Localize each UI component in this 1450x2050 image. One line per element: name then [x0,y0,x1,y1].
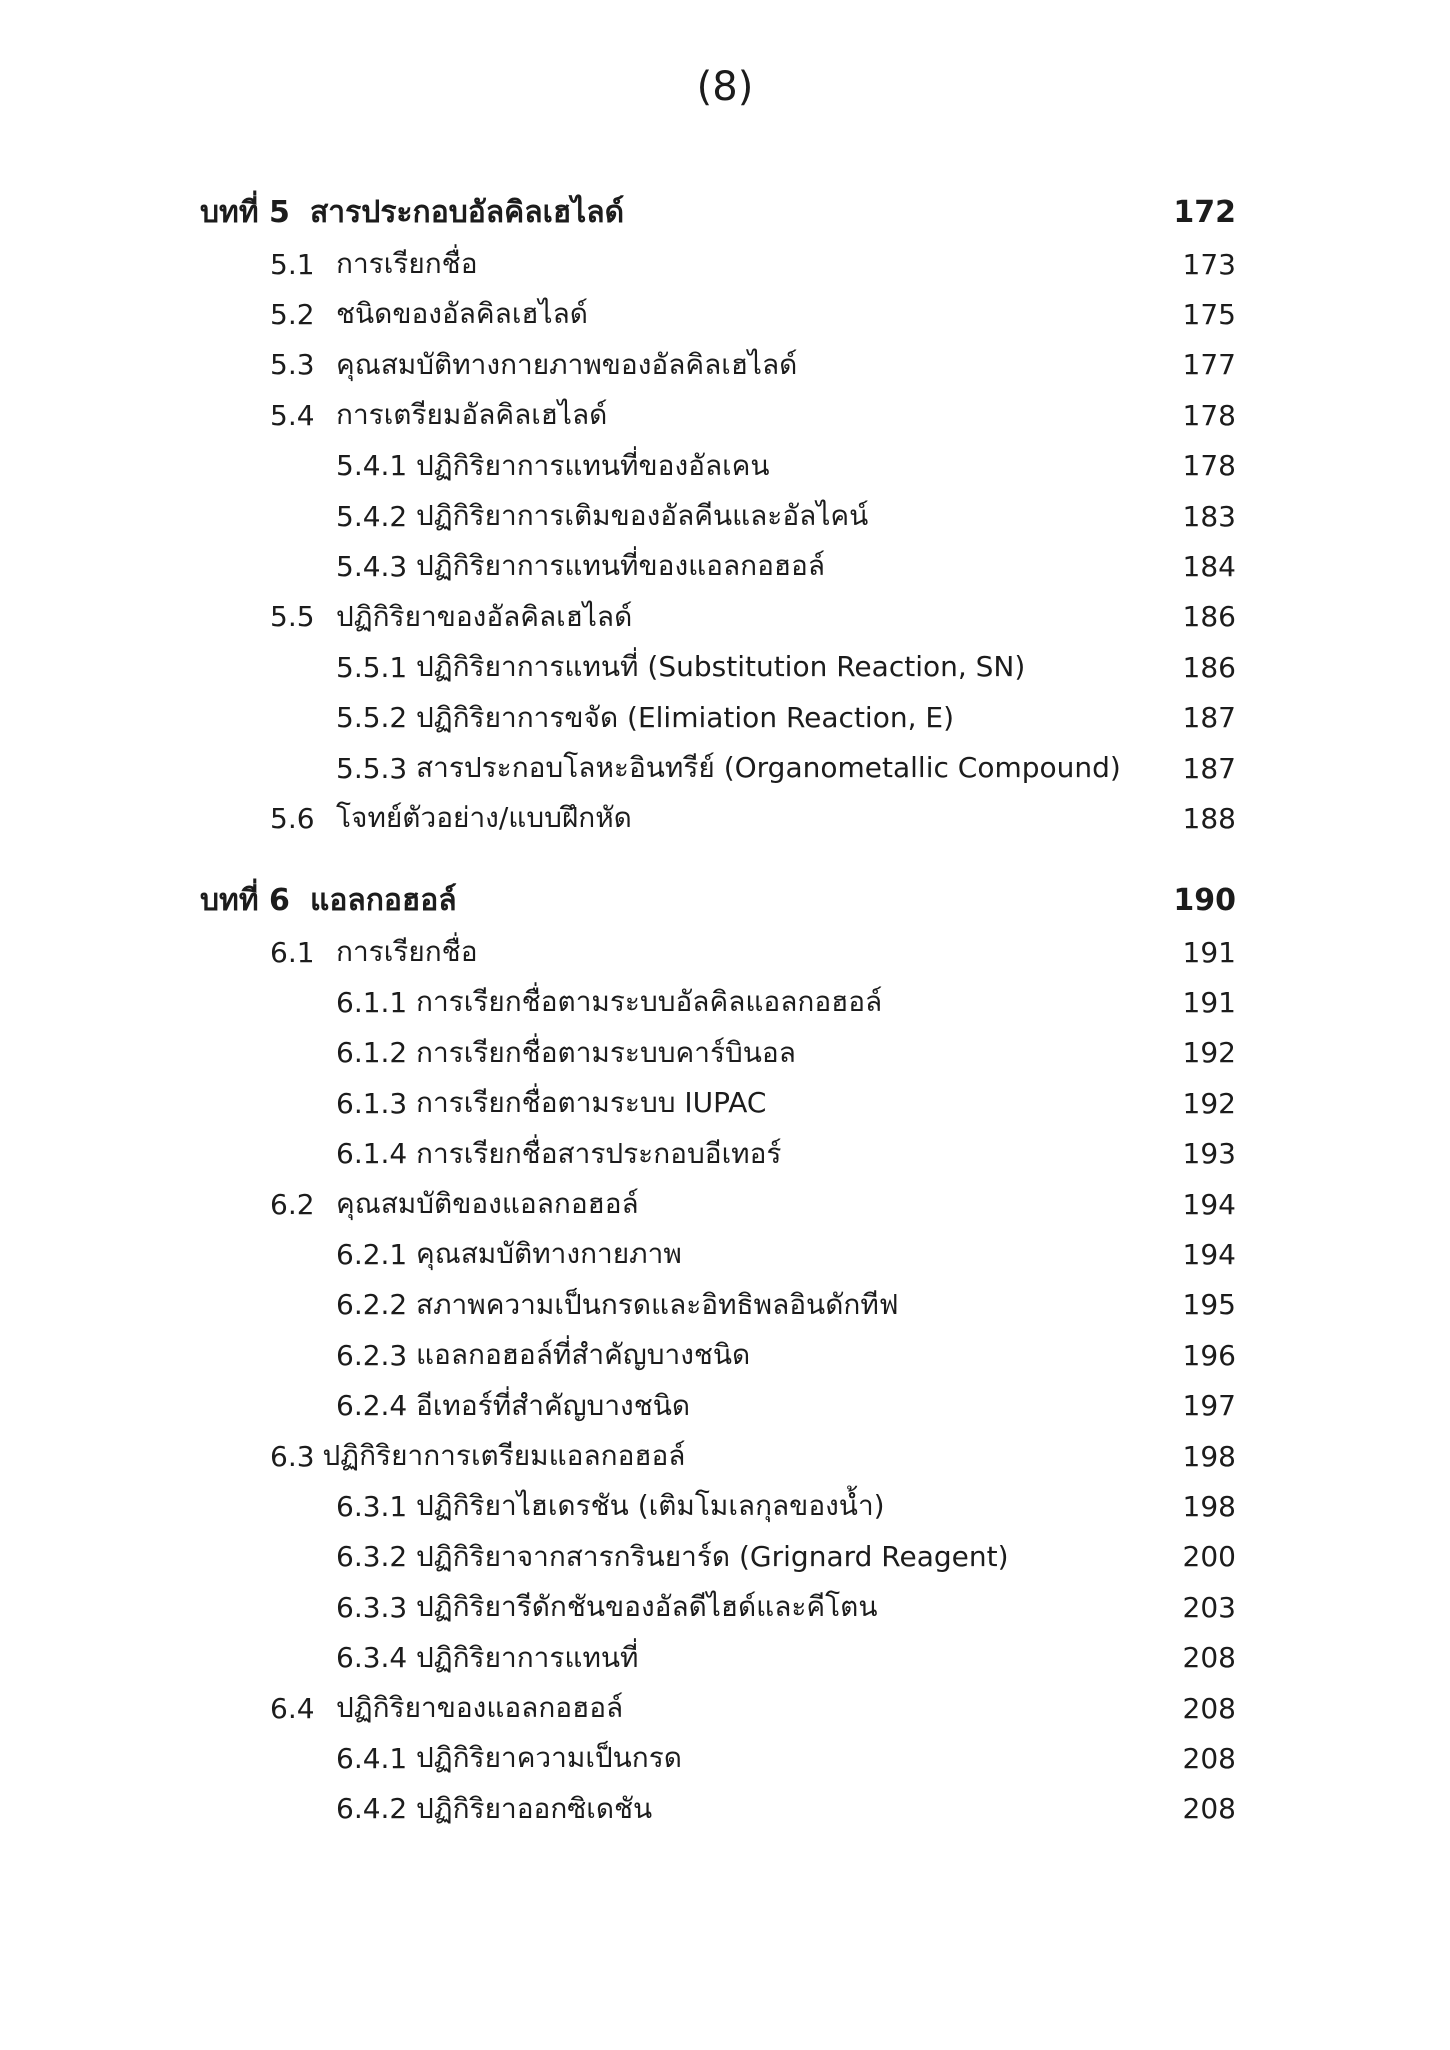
entry-page-number: 178 [1182,449,1236,483]
entry-title: ปฏิกิริยาจากสารกรินยาร์ด (Grignard Reagent) [416,1539,1009,1573]
toc-subsection [336,494,1236,538]
entry-page-number: 191 [1182,935,1236,969]
entry-page-number: 198 [1182,1489,1236,1523]
entry-title: อีเทอร์ที่สำคัญบางชนิด [416,1388,691,1422]
entry-page-number: 175 [1182,297,1236,331]
chapter-heading [200,878,1236,922]
entry-page-number: 203 [1182,1590,1236,1624]
entry-page-number: 194 [1182,1187,1236,1221]
entry-page-number: 208 [1182,1691,1236,1725]
entry-page-number: 196 [1182,1338,1236,1372]
entry-page-number: 187 [1182,751,1236,785]
entry-page-number: 188 [1182,801,1236,835]
entry-title: แอลกอฮอล์ที่สำคัญบางชนิด [416,1338,751,1372]
entry-number: 6.1.2 [336,1036,408,1070]
entry-number: 6.2 [270,1187,315,1221]
toc-subsection [336,1333,1236,1377]
entry-page-number: 177 [1182,348,1236,382]
entry-title: ปฏิกิริยาความเป็นกรด [416,1741,682,1775]
toc-section [270,393,1236,437]
entry-number: 6.2.3 [336,1338,408,1372]
entry-number: 6.4.1 [336,1741,408,1775]
toc-section [270,242,1236,286]
entry-title: ปฏิกิริยาการเติมของอัลคีนและอัลไคน์ [416,499,869,532]
entry-number: 6.3.2 [336,1540,408,1574]
toc-subsection [336,544,1236,588]
toc-subsection [336,1585,1236,1629]
toc-subsection [336,746,1236,790]
entry-page-number: 194 [1182,1237,1236,1271]
toc-section [270,595,1236,639]
entry-page-number: 198 [1182,1439,1236,1473]
chapter-title: แอลกอฮอล์ [310,882,457,918]
entry-title: ปฏิกิริยารีดักชันของอัลดีไฮด์และคีโตน [416,1590,878,1624]
entry-page-number: 183 [1182,499,1236,533]
chapter-page-number: 172 [1173,194,1236,230]
entry-number: 5.5.2 [336,701,408,735]
chapter-heading [200,190,1236,234]
entry-number: 6.1 [270,935,315,969]
entry-title: ปฏิกิริยาของแอลกอฮอล์ [336,1691,624,1724]
entry-number: 5.4.3 [336,549,408,583]
toc-subsection [336,1787,1236,1831]
entry-page-number: 200 [1182,1540,1236,1574]
entry-number: 6.3.3 [336,1590,408,1624]
entry-page-number: 186 [1182,650,1236,684]
entry-number: 6.2.2 [336,1288,408,1322]
entry-page-number: 208 [1182,1641,1236,1675]
entry-page-number: 173 [1182,247,1236,281]
toc-subsection [336,1736,1236,1780]
entry-page-number: 187 [1182,701,1236,735]
toc-section [270,1434,1236,1478]
entry-number: 6.2.4 [336,1389,408,1423]
toc-subsection [336,1232,1236,1276]
entry-title: ปฏิกิริยาการเตรียมแอลกอฮอล์ [322,1439,686,1472]
entry-page-number: 178 [1182,398,1236,432]
entry-number: 5.5.3 [336,751,408,785]
entry-page-number: 195 [1182,1288,1236,1322]
toc-subsection [336,1636,1236,1680]
toc-subsection [336,1535,1236,1579]
toc-section [270,1686,1236,1730]
toc-subsection [336,1132,1236,1176]
entry-number: 6.4 [270,1691,315,1725]
toc-subsection [336,1031,1236,1075]
entry-title: ปฏิกิริยาไฮเดรชัน (เติมโมเลกุลของน้ำ) [416,1489,885,1523]
toc-subsection [336,1283,1236,1327]
entry-number: 6.3.1 [336,1489,408,1523]
page-number: (8) [696,64,754,110]
toc-section [270,930,1236,974]
entry-title: การเรียกชื่อตามระบบคาร์บินอล [416,1035,796,1069]
chapter-label: บทที่ 6 [200,882,290,918]
toc-section [270,292,1236,336]
entry-title: ชนิดของอัลคิลเฮไลด์ [336,297,588,331]
toc-subsection [336,1081,1236,1125]
entry-number: 5.6 [270,801,315,835]
chapter-page-number: 190 [1173,882,1236,918]
entry-number: 5.5 [270,600,315,634]
entry-number: 5.3 [270,348,315,382]
entry-title: ปฏิกิริยาการแทนที่ของอัลเคน [416,448,770,482]
entry-title: การเรียกชื่อสารประกอบอีเทอร์ [416,1136,782,1170]
entry-number: 6.3 [270,1439,315,1473]
entry-number: 6.2.1 [336,1237,408,1271]
entry-title: คุณสมบัติทางกายภาพ [416,1237,682,1271]
entry-page-number: 192 [1182,1086,1236,1120]
toc-section [270,343,1236,387]
entry-title: คุณสมบัติทางกายภาพของอัลคิลเฮไลด์ [336,347,798,381]
entry-title: การเรียกชื่อตามระบบ IUPAC [416,1086,767,1120]
chapter-title: สารประกอบอัลคิลเฮไลด์ [310,194,625,230]
entry-number: 6.4.2 [336,1792,408,1826]
entry-title: ปฏิกิริยาการแทนที่ (Substitution Reaction, SN) [416,650,1026,684]
toc-subsection [336,696,1236,740]
entry-title: การเรียกชื่อตามระบบอัลคิลแอลกอฮอล์ [416,985,883,1019]
entry-number: 5.2 [270,297,315,331]
entry-number: 6.1.3 [336,1086,408,1120]
entry-number: 5.1 [270,247,315,281]
entry-page-number: 186 [1182,600,1236,634]
entry-title: ปฏิกิริยาออกซิเดชัน [416,1791,653,1825]
entry-page-number: 193 [1182,1137,1236,1171]
entry-number: 5.4.1 [336,449,408,483]
entry-page-number: 208 [1182,1792,1236,1826]
entry-title: ปฏิกิริยาการแทนที่ [416,1640,639,1674]
entry-title: สารประกอบโลหะอินทรีย์ (Organometallic Compound) [416,751,1121,784]
entry-page-number: 191 [1182,985,1236,1019]
entry-title: ปฏิกิริยาการขจัด (Elimiation Reaction, E) [416,700,954,734]
entry-number: 6.1.4 [336,1137,408,1171]
toc-section [270,1182,1236,1226]
entry-number: 6.3.4 [336,1641,408,1675]
entry-number: 6.1.1 [336,985,408,1019]
entry-number: 5.5.1 [336,650,408,684]
toc-subsection [336,1384,1236,1428]
entry-title: คุณสมบัติของแอลกอฮอล์ [336,1187,639,1220]
entry-number: 5.4.2 [336,499,408,533]
entry-page-number: 208 [1182,1741,1236,1775]
toc-section [270,796,1236,840]
entry-title: การเรียกชื่อ [336,247,478,280]
entry-number: 5.4 [270,398,315,432]
entry-title: โจทย์ตัวอย่าง/แบบฝึกหัด [336,801,632,835]
entry-title: ปฏิกิริยาการแทนที่ของแอลกอฮอล์ [416,549,825,583]
toc-subsection [336,1484,1236,1528]
entry-page-number: 197 [1182,1389,1236,1423]
entry-title: การเตรียมอัลคิลเฮไลด์ [336,398,608,432]
entry-page-number: 192 [1182,1036,1236,1070]
entry-page-number: 184 [1182,549,1236,583]
chapter-label: บทที่ 5 [200,194,290,230]
toc-subsection [336,645,1236,689]
entry-title: สภาพความเป็นกรดและอิทธิพลอินดักทีฟ [416,1287,899,1321]
toc-subsection [336,444,1236,488]
toc-subsection [336,980,1236,1024]
entry-title: การเรียกชื่อ [336,935,478,968]
entry-title: ปฏิกิริยาของอัลคิลเฮไลด์ [336,599,633,633]
